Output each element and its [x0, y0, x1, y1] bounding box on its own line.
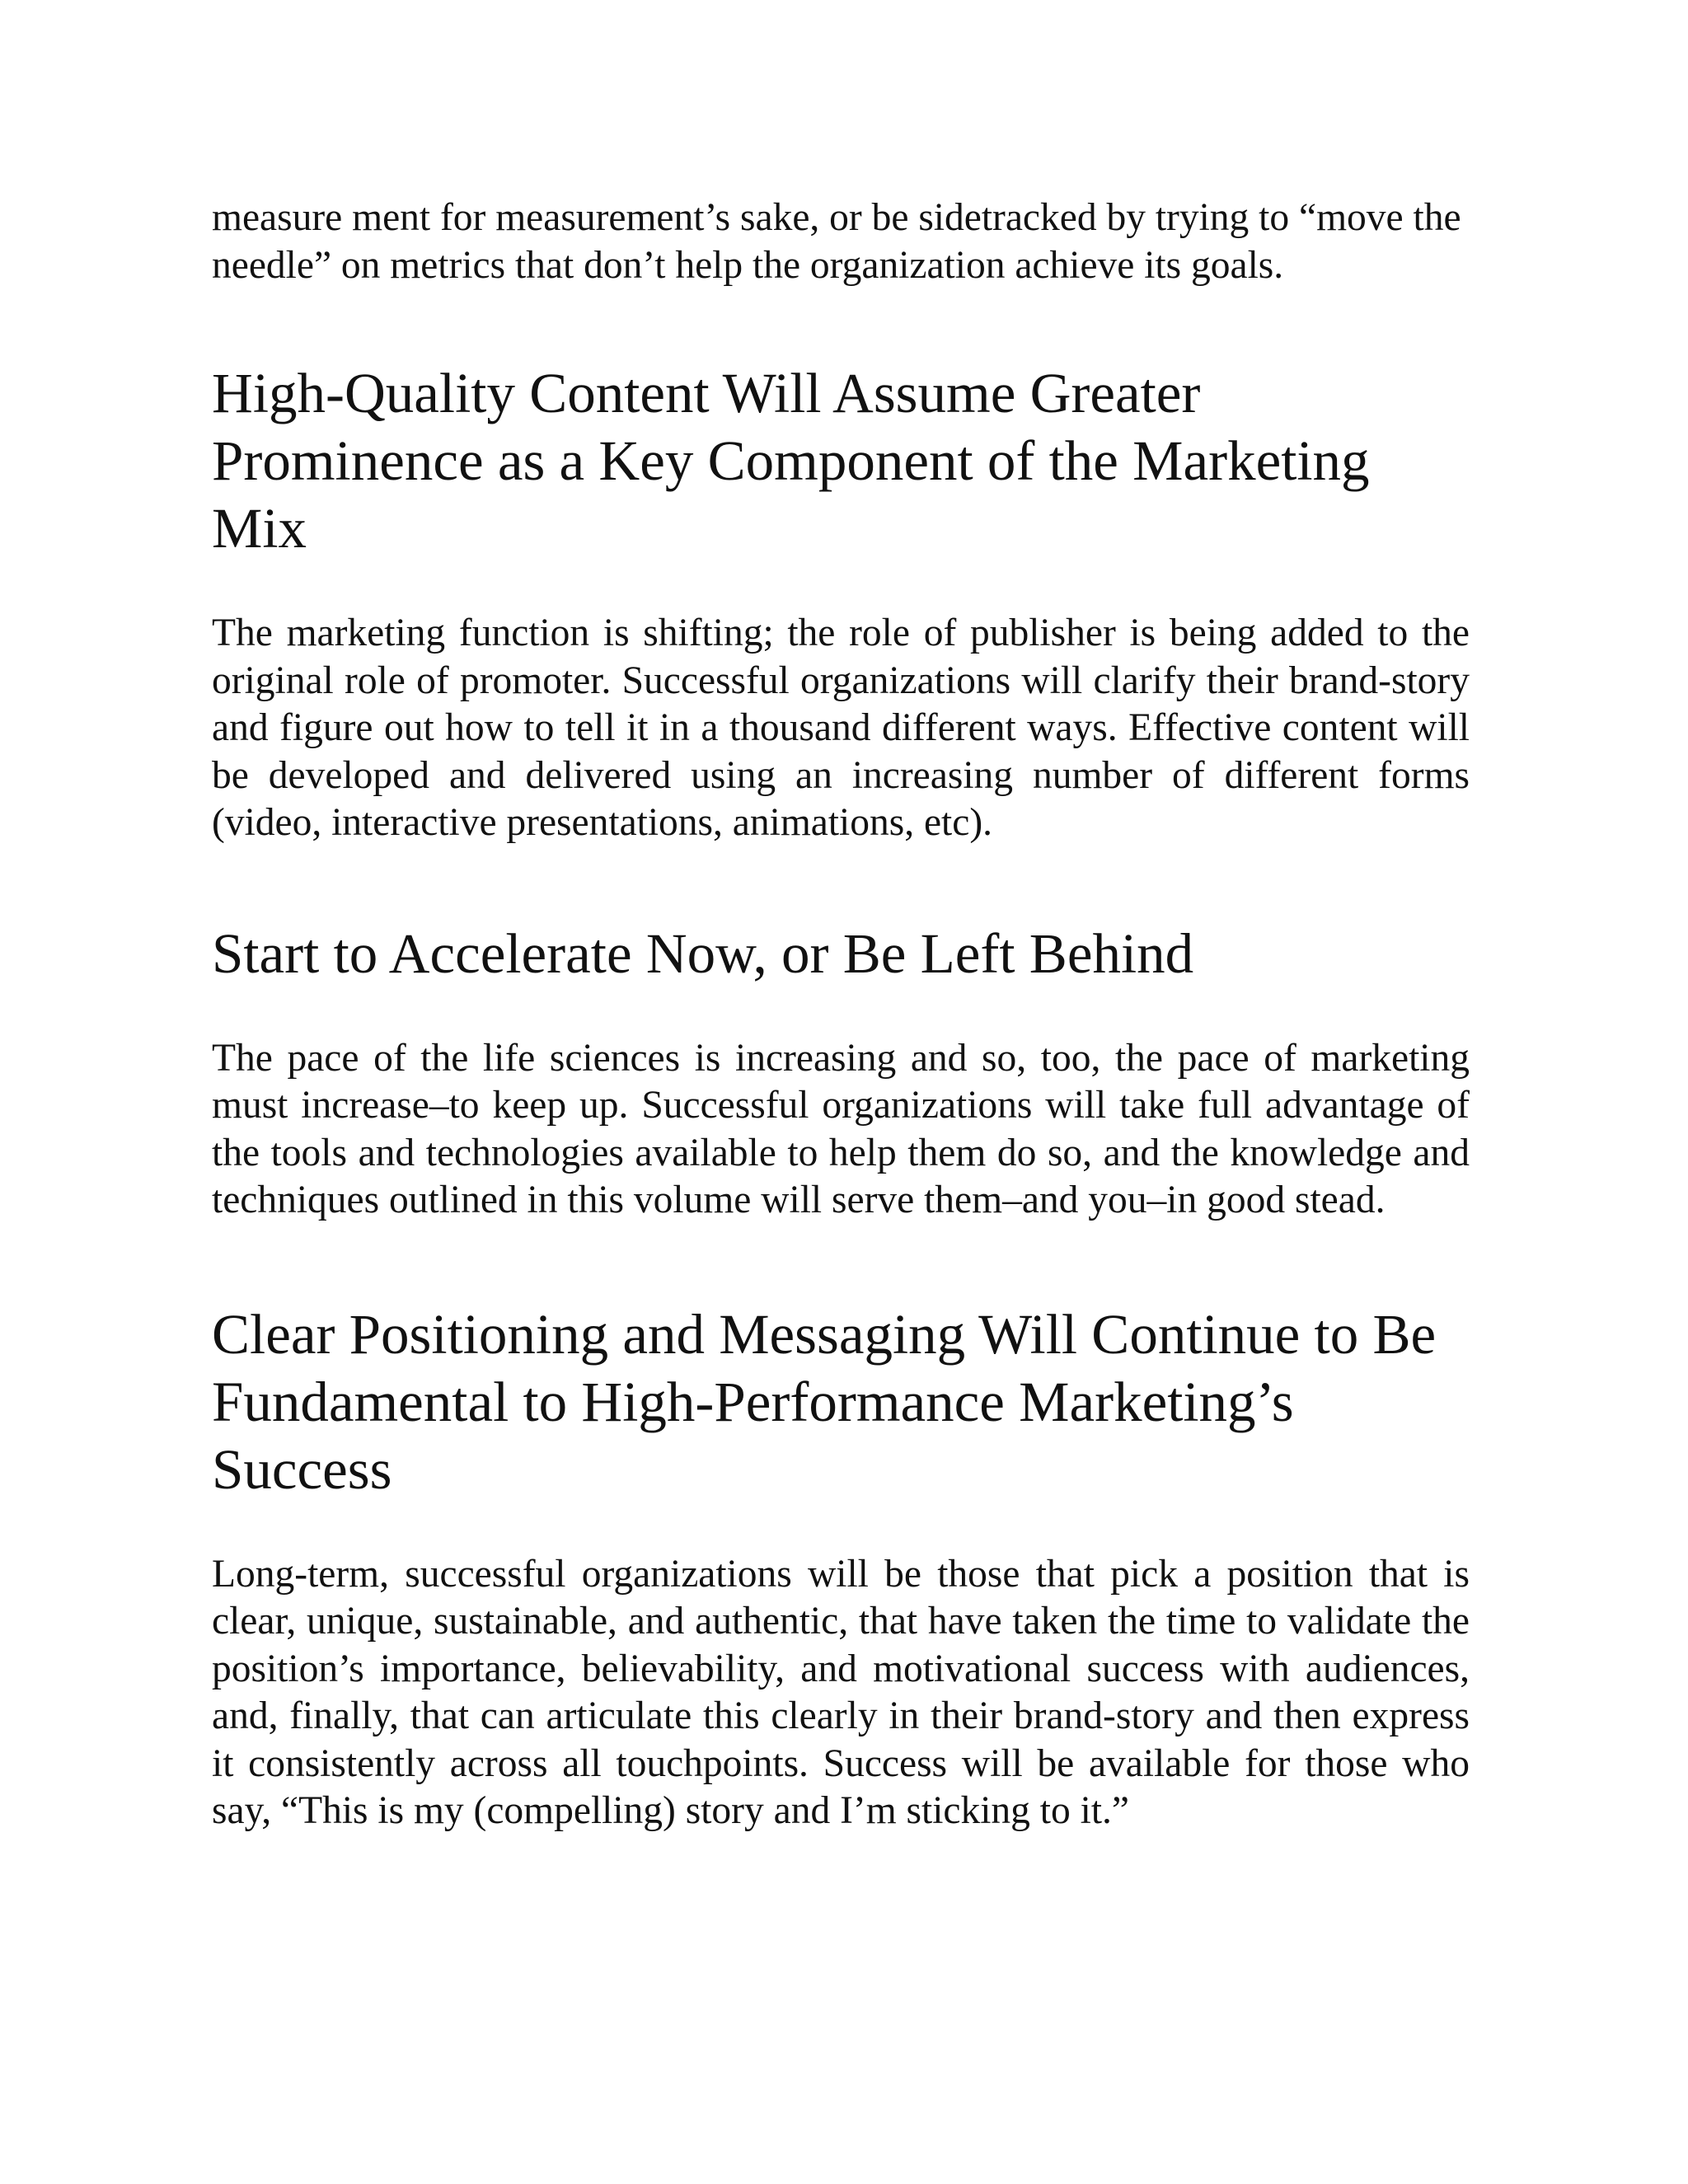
section-paragraph-accelerate-now: The pace of the life sciences is increasing and so, too, the pace of marketing must increase–to keep up. Successful organizations will take full advantage of the tools and technologies available to help them do so, and the knowledge and techniques outlined in this volume will serve them–and you–in good stead. [212, 1036, 1470, 1221]
intro-paragraph: measure ment for measurement’s sake, or be sidetracked by trying to “move the needle” on metrics that don’t help the organization achieve its goals. [212, 196, 1461, 287]
section-paragraph-clear-positioning: Long-term, successful organizations will be those that pick a position that is clear, unique, sustainable, and authentic, that have taken the time to validate the position’s importance, believability, and motivational success with audiences, and, finally, that can articulate this clearly in their brand-story and then express it consistently across all touchpoints. Success will be available for those who say, “This is my (compelling) story and I’m sticking to it.” [212, 1552, 1470, 1832]
section-heading-accelerate-now: Start to Accelerate Now, or Be Left Behind [212, 921, 1194, 985]
section-heading-high-quality-content: High-Quality Content Will Assume Greater Prominence as a Key Component of the Marketing Mix [212, 362, 1370, 560]
section-paragraph-high-quality-content: The marketing function is shifting; the role of publisher is being added to the original role of promoter. Successful organizations will clarify their brand-story and figure out how to tell it in a thousand different ways. Effective content will be developed and delivered using an increasing number of different forms (video, interactive presentations, animations, etc). [212, 612, 1470, 844]
section-heading-clear-positioning: Clear Positioning and Messaging Will Continue to Be Fundamental to High-Performance Marketing’s Success [212, 1302, 1437, 1501]
document-page [212, 194, 1470, 1835]
